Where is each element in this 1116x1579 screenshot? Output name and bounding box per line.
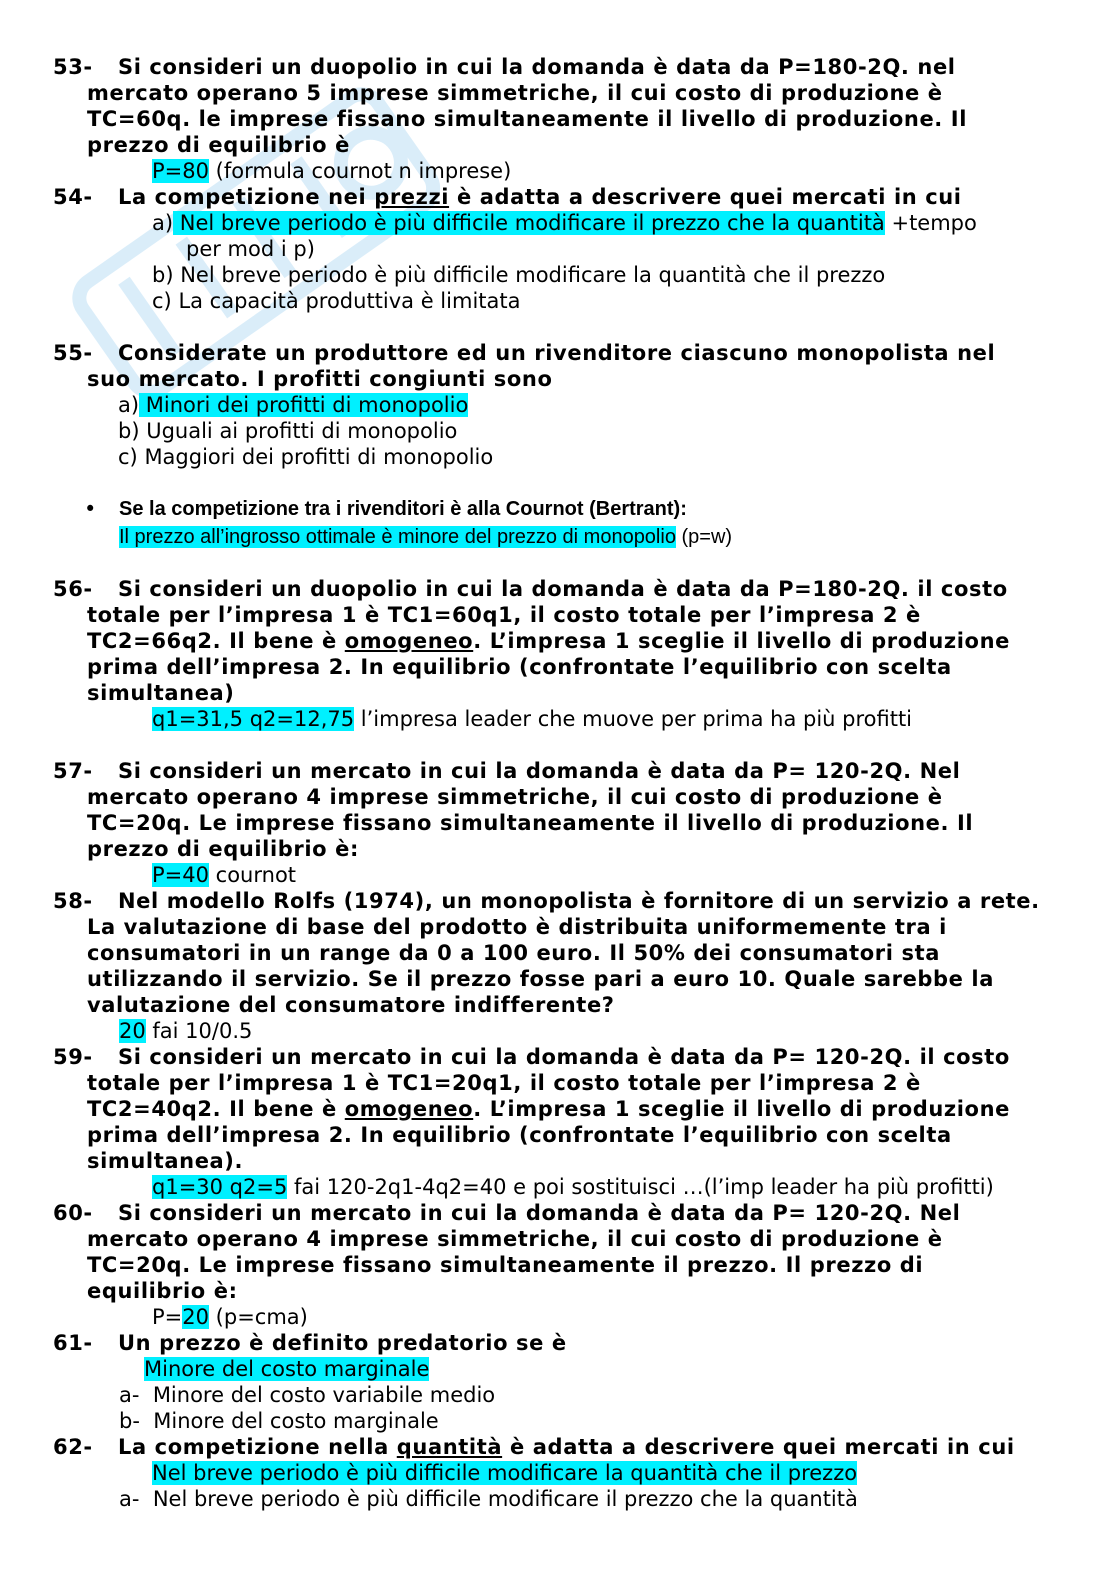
- q62-answer: Nel breve periodo è più difficile modificare la quantità che il prezzo: [152, 1461, 858, 1485]
- q55-text-1: Considerate un produttore ed un rivenditore ciascuno monopolista nel: [118, 341, 996, 365]
- q61-number: 61-: [53, 1331, 93, 1355]
- q57-answer: P=40: [152, 863, 209, 887]
- q55-answer: Minori dei profitti di monopolio: [139, 393, 469, 417]
- q54-option-a: a) Nel breve periodo è più difficile modificare il prezzo che la quantità +tempo: [152, 211, 977, 235]
- q60-answer-line: P=20 (p=cma): [152, 1305, 308, 1329]
- bullet-answer-line: Il prezzo all’ingrosso ottimale è minore del prezzo di monopolio (p=w): [119, 526, 733, 548]
- q60-answer: 20: [182, 1305, 209, 1329]
- q57-text-4: prezzo di equilibrio è:: [87, 837, 359, 861]
- q53-answer: P=80: [152, 159, 209, 183]
- q59-text-4: prima dell’impresa 2. In equilibrio (confrontate l’equilibrio con scelta: [87, 1123, 952, 1147]
- q60-text-3: TC=20q. Le imprese fissano simultaneamente il prezzo. Il prezzo di: [87, 1253, 924, 1277]
- q53-text-4: prezzo di equilibrio è: [87, 133, 350, 157]
- q62-answer-line: [152, 1460, 857, 1486]
- q59-answer: q1=30 q2=5: [152, 1175, 288, 1199]
- q54-answer: Nel breve periodo è più difficile modificare il prezzo che la quantità: [173, 211, 885, 235]
- q56-text-1: Si consideri un duopolio in cui la domanda è data da P=180-2Q. il costo: [118, 577, 1008, 601]
- q59-text-1: Si consideri un mercato in cui la domanda è data da P= 120-2Q. il costo: [118, 1045, 1010, 1069]
- q60-number: 60-: [53, 1201, 93, 1225]
- q61-option-a: a- Minore del costo variabile medio: [119, 1383, 496, 1407]
- q61-answer-line: [144, 1356, 429, 1382]
- q61-text-1: Un prezzo è definito predatorio se è: [118, 1331, 567, 1355]
- q59-text-5: simultanea).: [87, 1149, 244, 1173]
- q60-text-4: equilibrio è:: [87, 1279, 238, 1303]
- q57-text-3: TC=20q. Le imprese fissano simultaneamente il livello di produzione. Il: [87, 811, 974, 835]
- q61-option-b: b- Minore del costo marginale: [119, 1409, 439, 1433]
- q56-number: 56-: [53, 577, 93, 601]
- q54-question: La competizione nei prezzi è adatta a descrivere quei mercati in cui: [118, 185, 962, 209]
- q61-answer: Minore del costo marginale: [144, 1357, 430, 1381]
- q59-answer-line: q1=30 q2=5 fai 120-2q1-4q2=40 e poi sostituisci …(l’imp leader ha più profitti): [152, 1175, 994, 1199]
- q62-keyword: quantità: [396, 1435, 503, 1459]
- q53-text-3: TC=60q. le imprese fissano simultaneamente il livello di produzione. Il: [87, 107, 968, 131]
- q58-number: 58-: [53, 889, 93, 913]
- q62-question: La competizione nella quantità è adatta a descrivere quei mercati in cui: [118, 1435, 1015, 1459]
- q58-text-4: utilizzando il servizio. Se il prezzo fosse pari a euro 10. Quale sarebbe la: [87, 967, 994, 991]
- q53-answer-line: [152, 158, 511, 184]
- q62-option-a: a- Nel breve periodo è più difficile modificare il prezzo che la quantità: [119, 1487, 858, 1511]
- q58-text-3: consumatori in un range da 0 a 100 euro. Il 50% dei consumatori sta: [87, 941, 940, 965]
- q54-number: 54-: [53, 185, 93, 209]
- q59-number: 59-: [53, 1045, 93, 1069]
- q53-text-1: Si consideri un duopolio in cui la domanda è data da P=180-2Q. nel: [118, 55, 956, 79]
- q59-text-2: totale per l’impresa 1 è TC1=20q1, il costo totale per l’impresa 2 è: [87, 1071, 921, 1095]
- q56-text-3: TC2=66q2. Il bene è omogeneo. L’impresa 1 sceglie il livello di produzione: [87, 629, 1010, 653]
- q58-text-2: La valutazione di base del prodotto è distribuita uniformemente tra i: [87, 915, 947, 939]
- q56-text-2: totale per l’impresa 1 è TC1=60q1, il costo totale per l’impresa 2 è: [87, 603, 921, 627]
- q58-text-5: valutazione del consumatore indifferente?: [87, 993, 615, 1017]
- bullet-question: Se la competizione tra i rivenditori è alla Cournot (Bertrant):: [119, 498, 687, 520]
- q57-text-2: mercato operano 4 imprese simmetriche, il cui costo di produzione è: [87, 785, 943, 809]
- q55-option-b: b) Uguali ai profitti di monopolio: [118, 419, 458, 443]
- q55-option-a: a) Minori dei profitti di monopolio: [118, 393, 469, 417]
- q60-text-2: mercato operano 4 imprese simmetriche, il cui costo di produzione è: [87, 1227, 943, 1251]
- q58-text-1: Nel modello Rolfs (1974), un monopolista è fornitore di un servizio a rete.: [118, 889, 1040, 913]
- bullet-answer: Il prezzo all’ingrosso ottimale è minore del prezzo di monopolio: [119, 526, 676, 548]
- q56-answer-line: q1=31,5 q2=12,75 l’impresa leader che muove per prima ha più profitti: [152, 707, 913, 731]
- q56-text-5: simultanea): [87, 681, 235, 705]
- q55-number: 55-: [53, 341, 93, 365]
- q60-text-1: Si consideri un mercato in cui la domanda è data da P= 120-2Q. Nel: [118, 1201, 961, 1225]
- q53-note: (formula cournot n imprese): [208, 159, 512, 183]
- q58-answer: 20: [119, 1019, 146, 1043]
- q53-number: 53-: [53, 55, 93, 79]
- q62-number: 62-: [53, 1435, 93, 1459]
- q54-keyword: prezzi: [374, 185, 450, 209]
- q55-option-c: c) Maggiori dei profitti di monopolio: [118, 445, 494, 469]
- q54-option-a-cont: per mod i p): [186, 237, 315, 261]
- q57-text-1: Si consideri un mercato in cui la domanda è data da P= 120-2Q. Nel: [118, 759, 961, 783]
- q53-text-2: mercato operano 5 imprese simmetriche, il cui costo di produzione è: [87, 81, 943, 105]
- q57-number: 57-: [53, 759, 93, 783]
- q55-text-2: suo mercato. I profitti congiunti sono: [87, 367, 553, 391]
- q54-option-b: b) Nel breve periodo è più difficile modificare la quantità che il prezzo: [152, 263, 886, 287]
- q54-option-c: c) La capacità produttiva è limitata: [152, 289, 521, 313]
- q58-answer-line: 20 fai 10/0.5: [119, 1019, 253, 1043]
- q56-answer: q1=31,5 q2=12,75: [152, 707, 355, 731]
- q56-text-4: prima dell’impresa 2. In equilibrio (confrontate l’equilibrio con scelta: [87, 655, 952, 679]
- q57-answer-line: P=40 cournot: [152, 863, 297, 887]
- bullet-dot-icon: •: [84, 497, 97, 521]
- q59-text-3: TC2=40q2. Il bene è omogeneo. L’impresa 1 sceglie il livello di produzione: [87, 1097, 1010, 1121]
